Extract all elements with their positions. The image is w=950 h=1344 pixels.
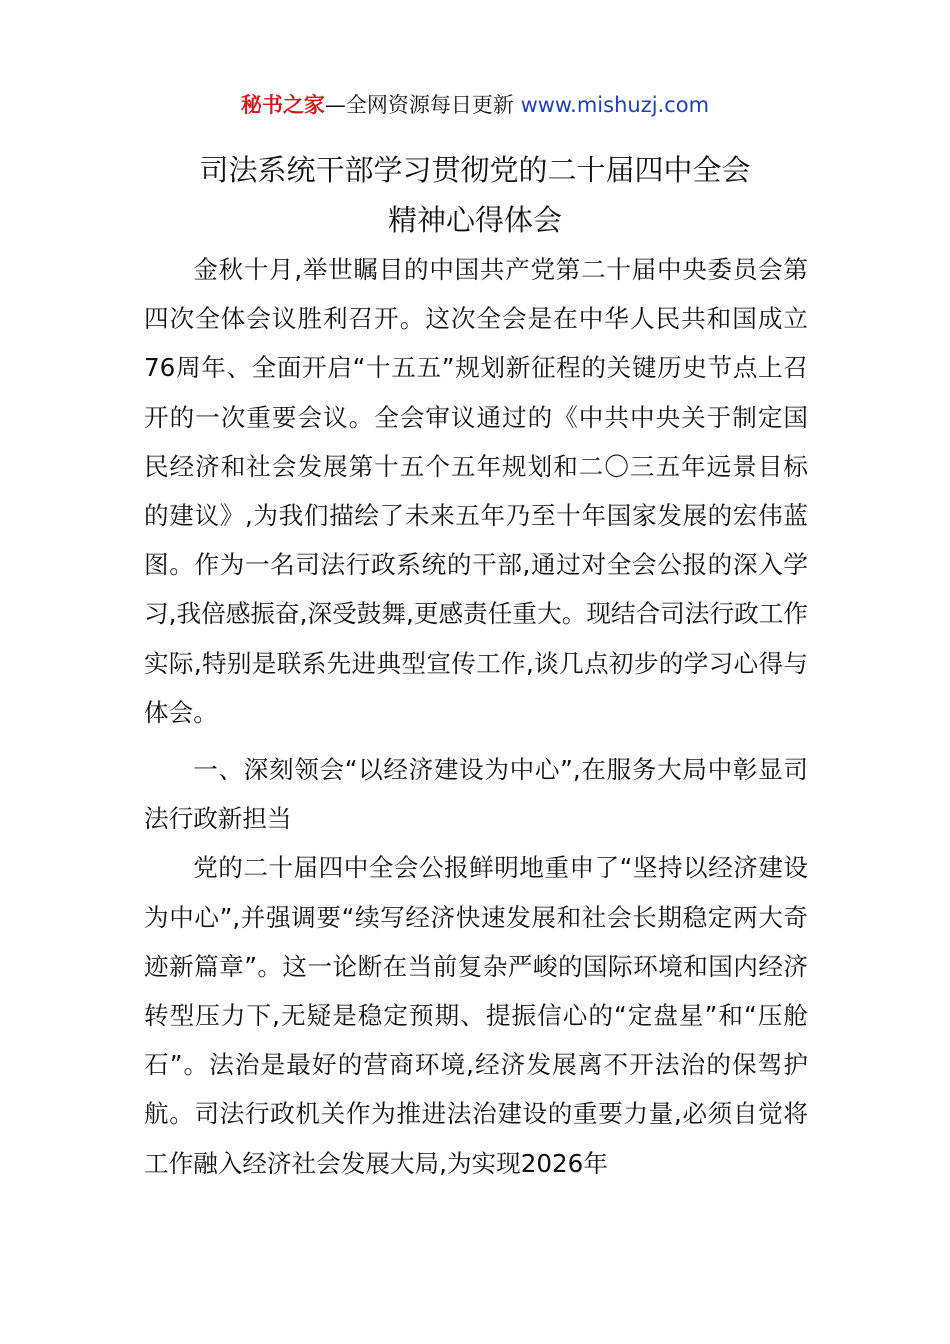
- title-line-1: 司法系统干部学习贯彻党的二十届四中全会: [199, 153, 751, 187]
- site-tagline: —全网资源每日更新: [324, 93, 521, 117]
- paragraph-section-1: 党的二十届四中全会公报鲜明地重申了“坚持以经济建设为中心”,并强调要“续写经济快速发展和社会长期稳定两大奇迹新篇章”。这一论断在当前复杂严峻的国际环境和国内经济转型压力下,无疑是稳定预期、提振信心的“定盘星”和“压舱石”。法治是最好的营商环境,经济发展离不开法治的保驾护航。司法行政机关作为推进法治建设的重要力量,必须自觉将工作融入经济社会发展大局,为实现2026年: [144, 853, 808, 1178]
- document-title: [0, 145, 950, 245]
- site-header: [0, 88, 950, 122]
- section-heading-1: 一、深刻领会“以经济建设为中心”,在服务大局中彰显司法行政新担当: [144, 755, 808, 834]
- site-url-link[interactable]: www.mishuzj.com: [520, 93, 710, 117]
- title-line-2: 精神心得体会: [387, 203, 562, 237]
- paragraph-intro: 金秋十月,举世瞩目的中国共产党第二十届中央委员会第四次全体会议胜利召开。这次全会是在中华人民共和国成立76周年、全面开启“十五五”规划新征程的关键历史节点上召开的一次重要会议。全会审议通过的《中共中央关于制定国民经济和社会发展第十五个五年规划和二〇三五年远景目标的建议》,为我们描绘了未来五年乃至十年国家发展的宏伟蓝图。作为一名司法行政系统的干部,通过对全会公报的深入学习,我倍感振奋,深受鼓舞,更感责任重大。现结合司法行政工作实际,特别是联系先进典型宣传工作,谈几点初步的学习心得与体会。: [144, 255, 808, 727]
- brand-name: 秘书之家: [240, 93, 325, 117]
- document-body: [144, 245, 808, 1188]
